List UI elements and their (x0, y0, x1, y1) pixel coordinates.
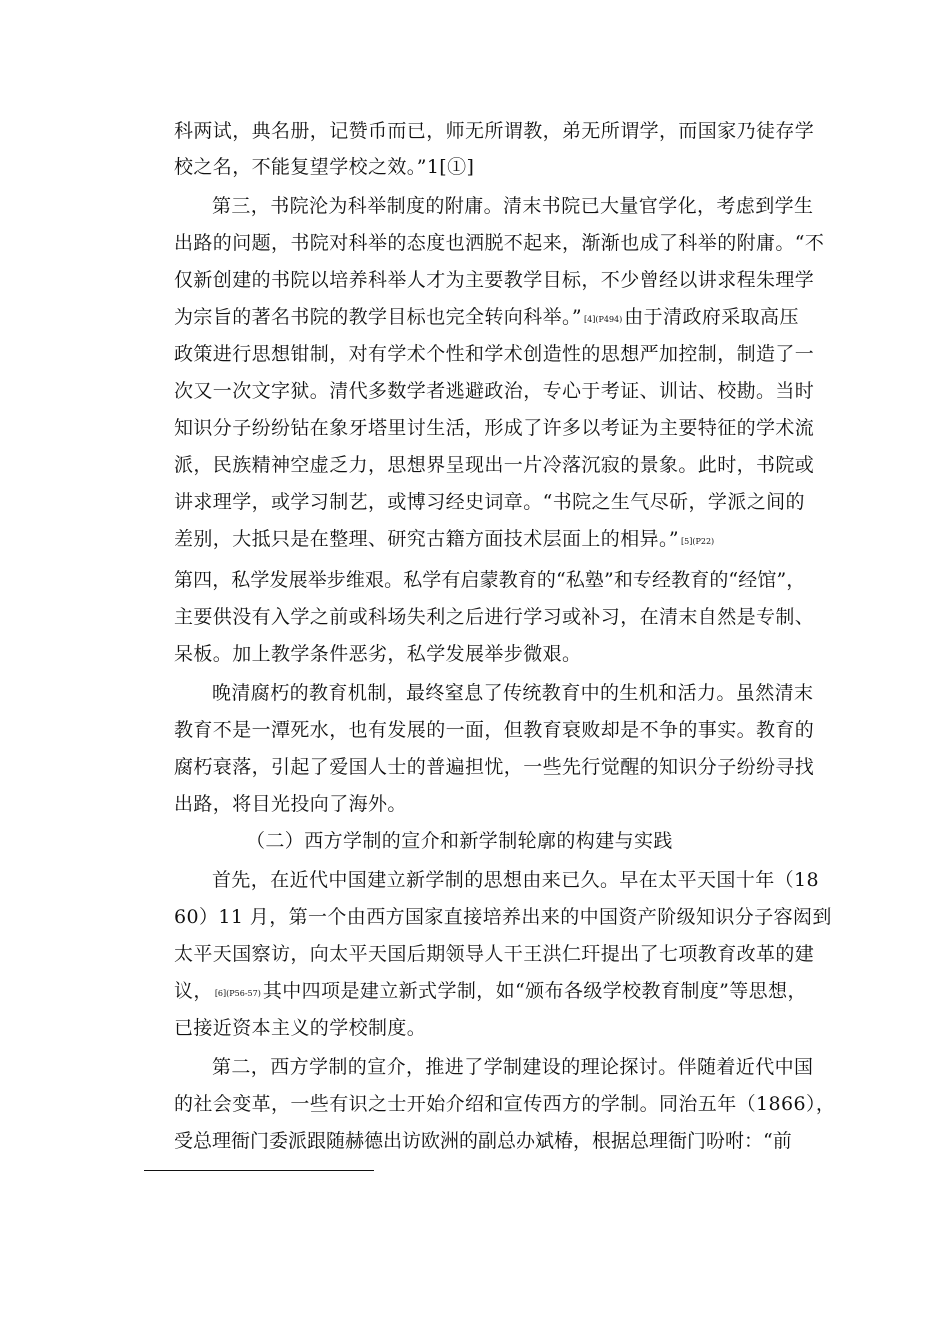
text-line: 出路的问题，书院对科举的态度也洒脱不起来，渐渐也成了科举的附庸。“不 (174, 232, 825, 254)
text-line: 出路，将目光投向了海外。 (174, 793, 407, 815)
text-segment: 其中四项是建立新式学制，如“颁布各级学校教育制度”等思想， (262, 980, 807, 1002)
text-segment: 为宗旨的著名书院的教学目标也完全转向科举。” (174, 306, 583, 328)
text-line: 派，民族精神空虚乏力，思想界呈现出一片冷落沉寂的景象。此时，书院或 (174, 454, 815, 476)
citation-marker: [4](P494) (584, 315, 623, 324)
text-line: 受总理衙门委派跟随赫德出访欧洲的副总办斌椿，根据总理衙门吩咐：“前 (174, 1130, 792, 1152)
citation-marker: [5](P22) (681, 537, 715, 546)
paragraph-start: 晚清腐朽的教育机制，最终窒息了传统教育中的生机和活力。虽然清末 (212, 682, 814, 704)
text-line: 教育不是一潭死水，也有发展的一面，但教育衰败却是不争的事实。教育的 (174, 719, 815, 741)
text-segment: 差别，大抵只是在整理、研究古籍方面技术层面上的相异。” (174, 528, 680, 550)
text-line: 政策进行思想钳制，对有学术个性和学术创造性的思想严加控制，制造了一 (174, 343, 815, 365)
paragraph-start: 第二，西方学制的宣介，推进了学制建设的理论探讨。伴随着近代中国 (212, 1056, 814, 1078)
section-heading: （二）西方学制的宣介和新学制轮廓的构建与实践 (246, 830, 673, 852)
text-line-with-citation (174, 976, 807, 1006)
text-line: 仅新创建的书院以培养科举人才为主要教学目标，不少曾经以讲求程朱理学 (174, 269, 815, 291)
text-line: 校之名，不能复望学校之效。”1[①] (174, 156, 475, 178)
text-line: 呆板。加上教学条件恶劣，私学发展举步微艰。 (174, 643, 582, 665)
text-line: 太平天国察访，向太平天国后期领导人干王洪仁玕提出了七项教育改革的建 (174, 943, 815, 965)
text-line: 次又一次文字狱。清代多数学者逃避政治，专心于考证、训诂、校勘。当时 (174, 380, 815, 402)
citation-marker: [6](P56-57) (214, 989, 261, 998)
text-line-with-citation (174, 524, 784, 554)
paragraph-start: 第四，私学发展举步维艰。私学有启蒙教育的“私塾”和专经教育的“经馆”， (174, 569, 806, 591)
text-segment: 议， (174, 980, 213, 1002)
paragraph-start: 第三，书院沦为科举制度的附庸。清末书院已大量官学化，考虑到学生 (212, 195, 814, 217)
text-line: 腐朽衰落，引起了爱国人士的普遍担忧，一些先行觉醒的知识分子纷纷寻找 (174, 756, 815, 778)
text-segment: 由于清政府采取高压 (624, 306, 799, 328)
text-line: 讲求理学，或学习制艺，或博习经史词章。“书院之生气尽斫，学派之间的 (174, 491, 805, 513)
text-line: 已接近资本主义的学校制度。 (174, 1017, 427, 1039)
text-line: 科两试，典名册，记赞币而已，师无所谓教，弟无所谓学，而国家乃徒存学 (174, 120, 815, 142)
text-line: 知识分子纷纷钻在象牙塔里讨生活，形成了许多以考证为主要特征的学术流 (174, 417, 815, 439)
footnote-separator (144, 1170, 374, 1171)
paragraph-start: 首先，在近代中国建立新学制的思想由来已久。早在太平天国十年（18 (212, 869, 819, 891)
text-line: 主要供没有入学之前或科场失利之后进行学习或补习，在清末自然是专制、 (174, 606, 815, 628)
text-line: 60）11 月，第一个由西方国家直接培养出来的中国资产阶级知识分子容闳到 (174, 906, 832, 928)
text-line: 的社会变革，一些有识之士开始介绍和宣传西方的学制。同治五年（1866）， (174, 1093, 836, 1115)
text-line-with-citation (174, 302, 799, 332)
